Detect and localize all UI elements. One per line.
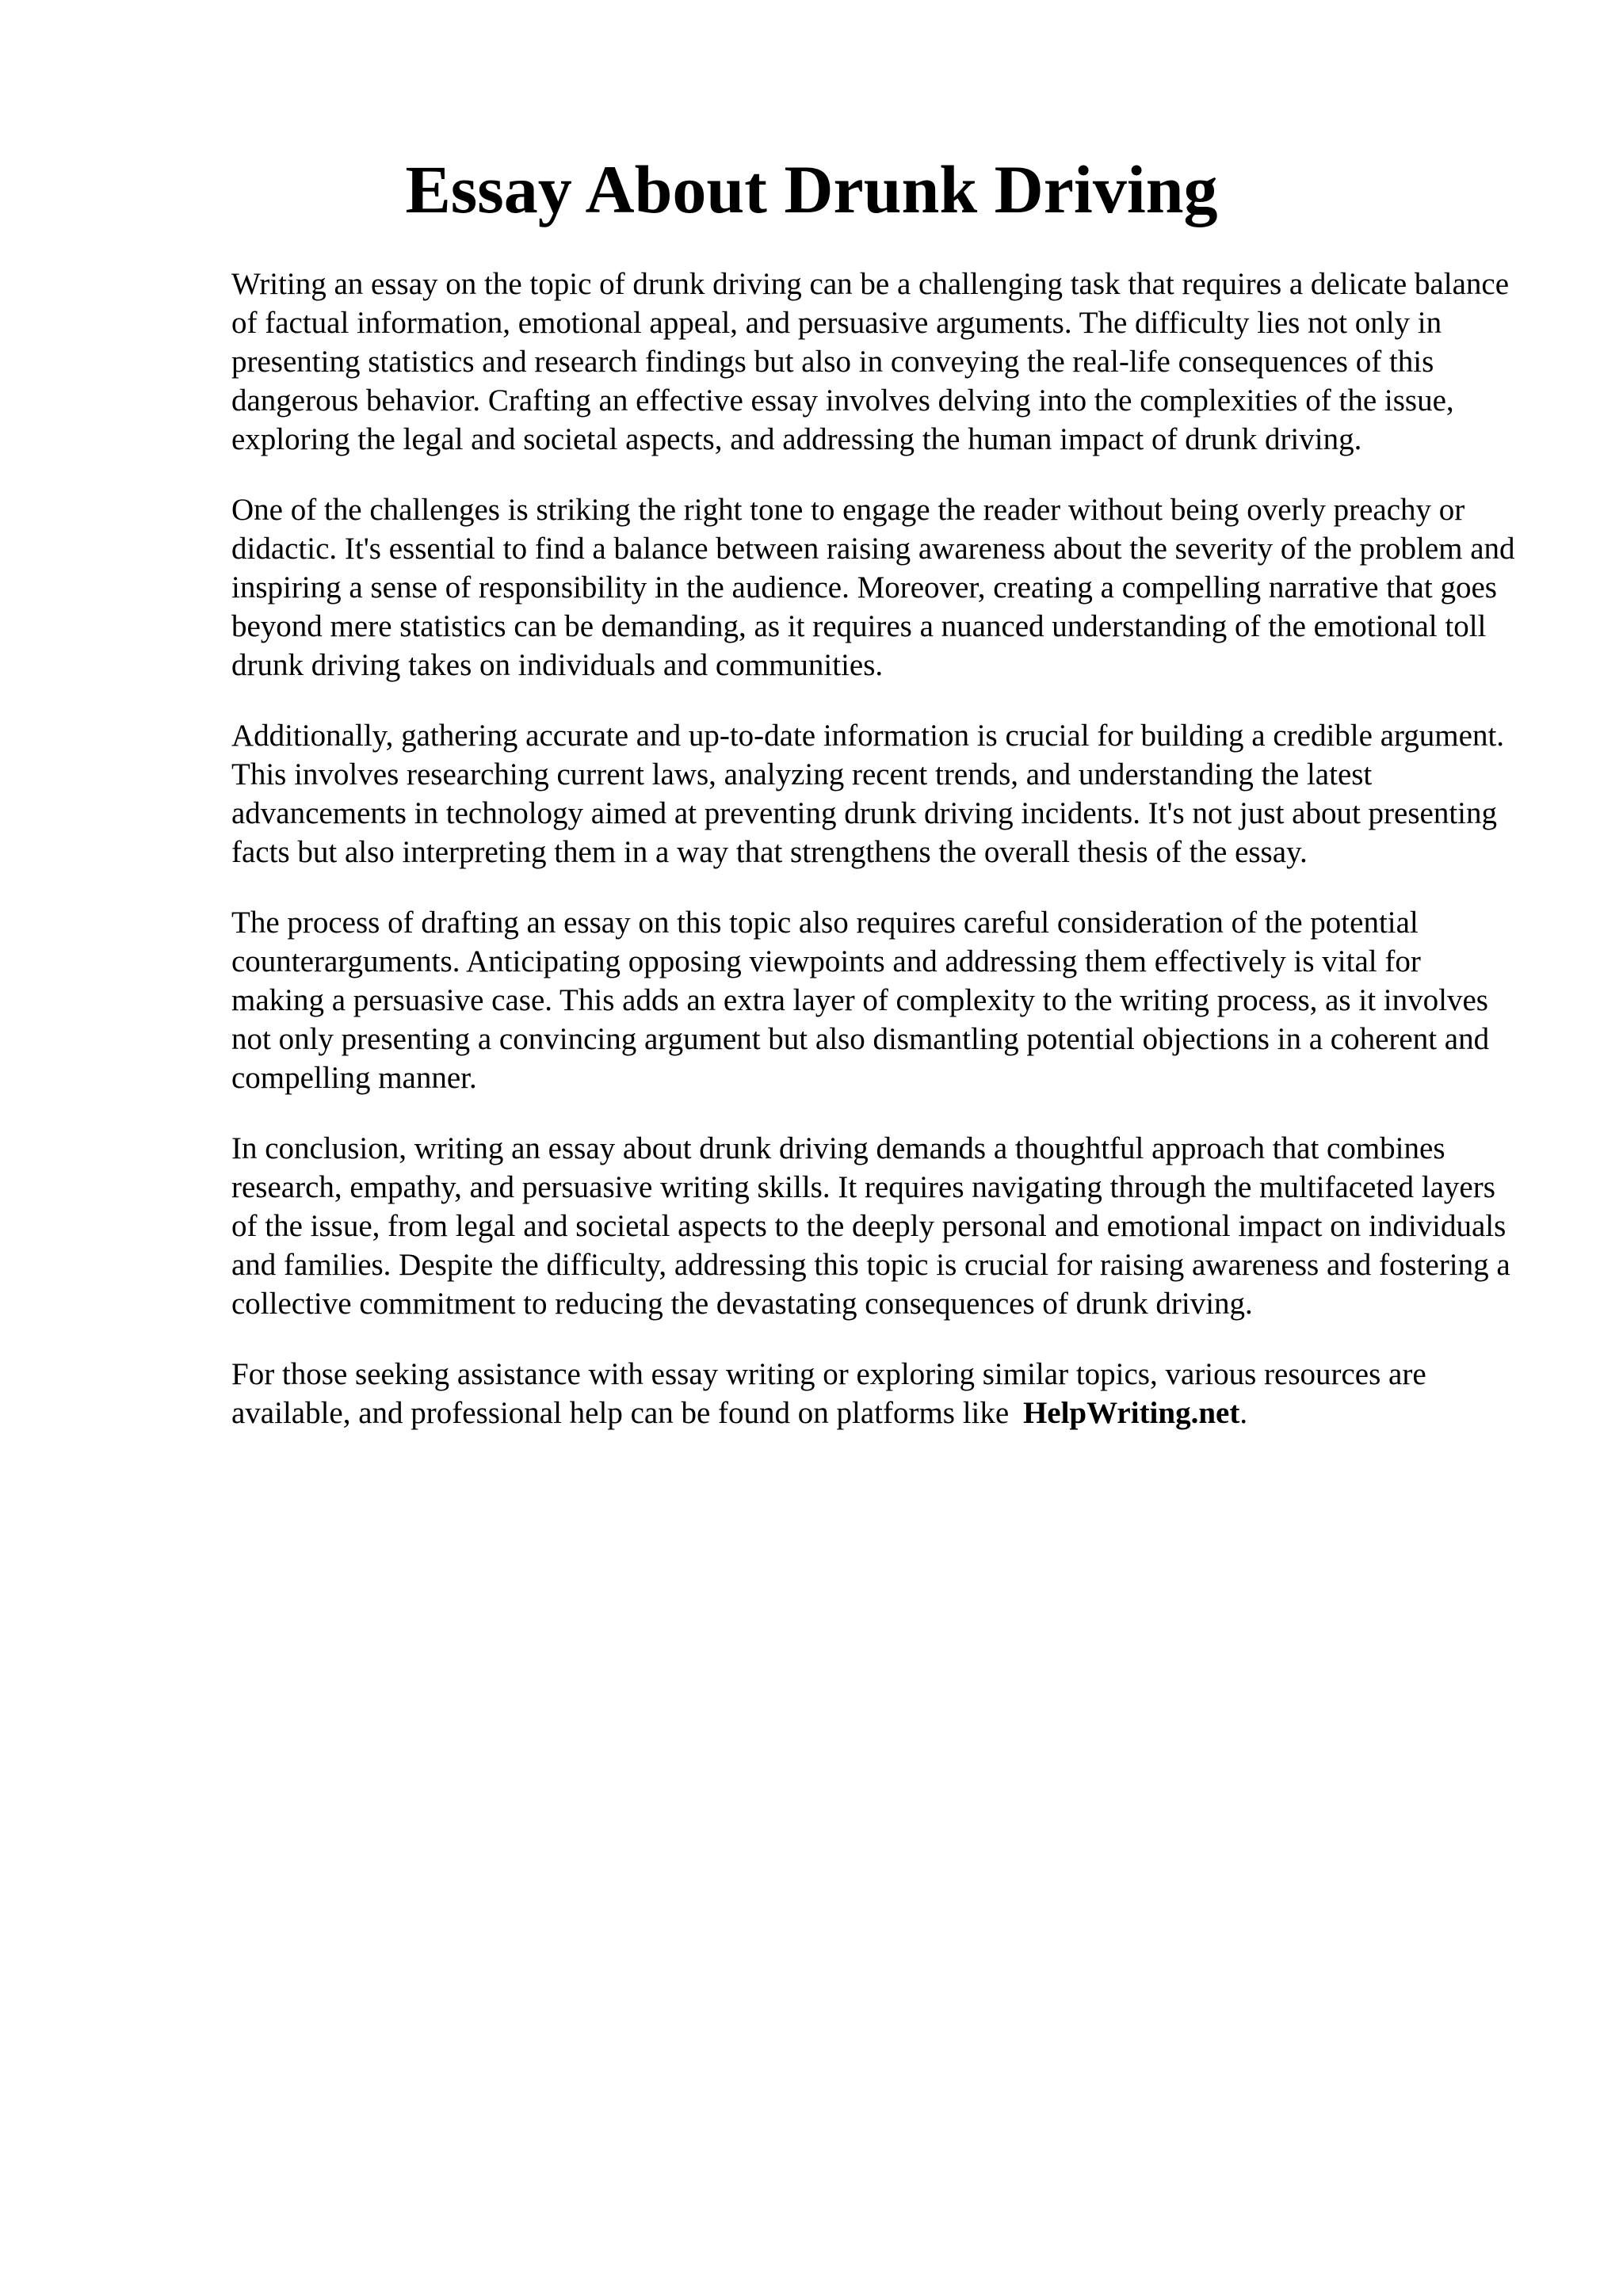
document-title: Essay About Drunk Driving — [405, 151, 1218, 227]
paragraph-4: The process of drafting an essay on this topic also requires careful consideration of the potential counterarguments. Anticipating opposing viewpoints and addressing them effectively is vital for making a persuasive case. This adds an extra layer of complexity to the writing process, as it involves not only presenting a convincing argument but also dismantling potential objections in a coherent and compelling manner. — [231, 906, 1490, 1095]
closing-text: For those seeking assistance with essay writing or exploring similar topics, various resources are available, and professional help can be found on platforms like — [231, 1357, 1426, 1430]
closing-period: . — [1239, 1396, 1248, 1430]
paragraph-1: Writing an essay on the topic of drunk driving can be a challenging task that requires a delicate balance of factual information, emotional appeal, and persuasive arguments. The difficulty lies not only in presenting statistics and research findings but also in conveying the real-life consequences of this dangerous behavior. Crafting an effective essay involves delving into the complexities of the issue, exploring the legal and societal aspects, and addressing the human impact of drunk driving. — [231, 267, 1510, 456]
paragraph-2: One of the challenges is striking the right tone to engage the reader without being overly preachy or didactic. It's essential to find a balance between raising awareness about the severity of the problem and inspiring a sense of responsibility in the audience. Moreover, creating a compelling narrative that goes beyond mere statistics can be demanding, as it requires a nuanced understanding of the emotional toll drunk driving takes on individuals and communities. — [231, 493, 1515, 682]
helpwriting-link[interactable]: HelpWriting.net — [1022, 1396, 1240, 1430]
closing-paragraph — [231, 1355, 1515, 1432]
document-body — [231, 265, 1515, 1464]
paragraph-3: Additionally, gathering accurate and up-to-date information is crucial for building a credible argument. This involves researching current laws, analyzing recent trends, and understanding the latest advancements in technology aimed at preventing drunk driving incidents. It's not just about presenting facts but also interpreting them in a way that strengthens the overall thesis of the essay. — [231, 719, 1505, 869]
paragraph-5: In conclusion, writing an essay about drunk driving demands a thoughtful approach that combines research, empathy, and persuasive writing skills. It requires navigating through the multifaceted layers of the issue, from legal and societal aspects to the deeply personal and emotional impact on individuals and families. Despite the difficulty, addressing this topic is crucial for raising awareness and fostering a collective commitment to reducing the devastating consequences of drunk driving. — [231, 1131, 1510, 1321]
